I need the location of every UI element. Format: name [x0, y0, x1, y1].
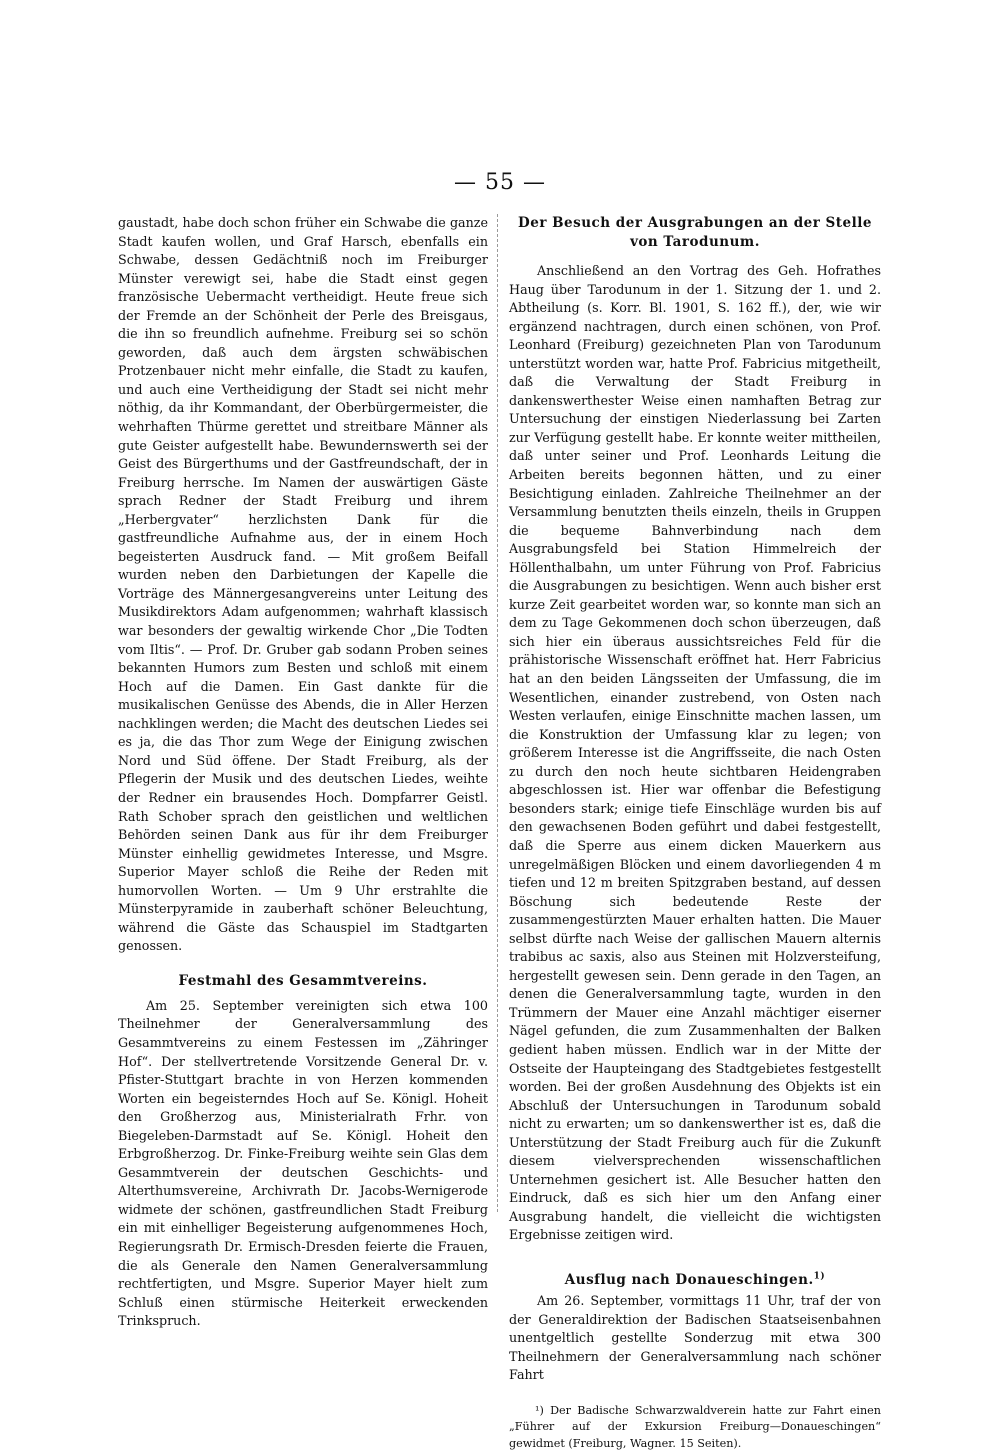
left-paragraph-2: Am 25. September vereinigten sich etwa 100 Theilnehmer der Generalversammlung des Gesammtvereins zu einem Festessen im „Zähringer Hof“. Der stellvertretende Vorsitzende General Dr. v. Pfister-Stuttgart brachte in von Herzen kommenden Worten ein begeisterndes Hoch auf Se. Königl. Hoheit den Großherzog aus, Ministerialrath Frhr. von Biegeleben-Darmstadt auf Se. Königl. Hoheit den Erbgroßherzog. Dr. Finke-Freiburg weihte sein Glas dem Gesammtverein der deutschen Geschichts- und Alterthumsvereine, Archivrath Dr. Jacobs-Wernigerode widmete der schönen, gastfreundlichen Stadt Freiburg ein mit einhelliger Begeisterung aufgenommenes Hoch, Regierungsrath Dr. Ermisch-Dresden feierte die Frauen, die als Generale den Namen Generalversammlung rechtfertigten, und Msgre. Superior Mayer hielt zum Schluß einen stürmische Heiterkeit erweckenden Trinkspruch. — [118, 997, 488, 1329]
section-heading-tarodunum: Der Besuch der Ausgrabungen an der Stelle von Tarodunum. — [518, 215, 872, 250]
footnote-marker: 1) — [813, 1271, 826, 1282]
right-paragraph-1: Anschließend an den Vortrag des Geh. Hofrathes Haug über Tarodunum in der 1. Sitzung der 1. und 2. Abtheilung (s. Korr. Bl. 1901, S. 162 ff.), der, wie wir ergänzend nachtragen, durch einen schönen, von Prof. Leonhard (Freiburg) gezeichneten Plan von Tarodunum unterstützt worden war, hatte Prof. Fabricius mitgetheilt, daß die Verwaltung der Stadt Freiburg in dankenswerthester Weise einen namhaften Betrag zur Untersuchung der einstigen Niederlassung bei Zarten zur Verfügung gestellt habe. Er konnte weiter mittheilen, daß unter seiner und Prof. Leonhards Leitung die Arbeiten bereits begonnen hätten, und zu einer Besichtigung einladen. Zahlreiche Theilnehmer an der Versammlung benutzten theils einzeln, theils in Gruppen die bequeme Bahnverbindung nach dem Ausgrabungsfeld bei Station Himmelreich der Höllenthalbahn, um unter Führung von Prof. Fabricius die Ausgrabungen zu besichtigen. Wenn auch bisher erst kurze Zeit gearbeitet worden war, so konnte man sich an dem zu Tage Gekommenen doch schon überzeugen, daß sich hier ein überaus aussichtsreiches Feld für die prähistorische Wissenschaft eröffnet hat. Herr Fabricius hat an den beiden Längsseiten der Umfassung, die im Wesentlichen, einander zustrebend, von Osten nach Westen verlaufen, einige Einschnitte machen lassen, um die Konstruktion der Umfassung klar zu legen; von größerem Interesse ist die Angriffsseite, die nach Osten zu durch den noch heute sichtbaren Heidengraben abgeschlossen ist. Hier war offenbar die Befestigung besonders stark; einige tiefe Einschläge wurden bis auf den gewachsenen Boden geführt und dabei festgestellt, daß die Sperre aus einem dicken Mauerkern aus unregelmäßigen Blöcken und einem davorliegenden 4 m tiefen und 12 m breiten Spitzgraben bestand, auf dessen Böschung sich bedeutende Reste der zusammengestürzten Mauer erhalten hatten. Die Mauer selbst dürfte nach Weise der gallischen Mauern alternis trabibus ac saxis, also aus Steinen mit Holzversteifung, hergestellt gewesen sein. Denn gerade in den Tagen, an denen die Generalversammlung tagte, wurden in den Trümmern der Mauer eine Anzahl mächtiger eiserner Nägel gefunden, die zum Zusammenhalten der Balken gedient haben müssen. Endlich war in der Mitte der Ostseite der Haupteingang des Stadtgebietes festgestellt worden. Bei der großen Ausdehnung des Objekts ist ein Abschluß der Untersuchungen in Tarodunum sobald nicht zu erwarten; um so dankenswerther ist es, daß die Unterstützung der Stadt Freiburg auch für die Zukunft diesem vielversprechenden wissenschaftlichen Unternehmen gesichert ist. Alle Besucher hatten den Eindruck, daß es sich hier um den Anfang einer Ausgrabung handelt, die vielleicht die wichtigsten Ergebnisse zeitigen wird. — [509, 263, 881, 1243]
section-heading-donaueschingen — [509, 1271, 881, 1290]
left-column — [118, 214, 488, 1331]
section-heading-donaueschingen-text: Ausflug nach Donaueschingen. — [564, 1271, 814, 1288]
page-number: — 55 — — [454, 170, 546, 195]
section-heading-festmahl: Festmahl des Gesammtvereins. — [178, 972, 428, 989]
left-paragraph-1: gaustadt, habe doch schon früher ein Schwabe die ganze Stadt kaufen wollen, und Graf Harsch, ebenfalls ein Schwabe, dessen Gedächtniß noch im Freiburger Münster verewigt sei, habe die Stadt einst gegen französische Uebermacht vertheidigt. Heute freue sich der Fremde an der Schönheit der Perle des Breisgaus, die ihn so freundlich aufnehme. Freiburg sei so schön geworden, daß auch dem ärgsten schwäbischen Protzenbauer nicht mehr einfalle, die Stadt zu kaufen, und auch eine Vertheidigung der Stadt sei nicht mehr nöthig, da ihr Kommandant, der Oberbürgermeister, die wehrhaften Thürme gerettet und streitbare Männer als gute Geister aufgestellt habe. Bewundernswerth sei der Geist des Bürgerthums und der Gastfreundschaft, der in Freiburg herrsche. Im Namen der auswärtigen Gäste sprach Redner der Stadt Freiburg und ihrem „Herbergvater“ herzlichsten Dank für die gastfreundliche Aufnahme aus, der in einem Hoch begeisterten Ausdruck fand. — Mit großem Beifall wurden neben den Darbietungen der Kapelle die Vorträge des Männergesangvereins unter Leitung des Musikdirektors Adam aufgenommen; wahrhaft klassisch war besonders der gewaltig wirkende Chor „Die Todten vom Iltis“. — Prof. Dr. Gruber gab sodann Proben seines bekannten Humors zum Besten und schloß mit einem Hoch auf die Damen. Ein Gast dankte für die musikalischen Genüsse des Abends, die in Aller Herzen nachklingen werden; die Macht des deutschen Liedes sei es ja, die das Thor zum Wege der Einigung zwischen Nord und Süd öffene. Der Stadt Freiburg, als der Pflegerin der Musik und des deutschen Liedes, weihte der Redner ein brausendes Hoch. Dompfarrer Geistl. Rath Schober sprach den geistlichen und weltlichen Behörden seinen Dank aus für ihr dem Freiburger Münster einhellig gewidmetes Interesse, und Msgre. Superior Mayer schloß die Reihe der Reden mit humorvollen Worten. — Um 9 Uhr erstrahlte die Münsterpyramide in zauberhaft schöner Beleuchtung, während die Gäste das Schauspiel im Stadtgarten genossen. — [118, 215, 488, 954]
right-paragraph-2: Am 26. September, vormittags 11 Uhr, traf der von der Generaldirektion der Badischen Staatseisenbahnen unentgeltlich gestellte Sonderzug mit etwa 300 Theilnehmern der Generalversammlung nach schöner Fahrt — [509, 1292, 881, 1383]
footnote: ¹) Der Badische Schwarzwaldverein hatte zur Fahrt einen „Führer auf der Exkursion Freiburg—Donaueschingen“ gewidmet (Freiburg, Wagner. 15 Seiten). — [509, 1403, 881, 1450]
column-divider — [497, 214, 498, 1212]
right-column — [509, 214, 881, 1452]
